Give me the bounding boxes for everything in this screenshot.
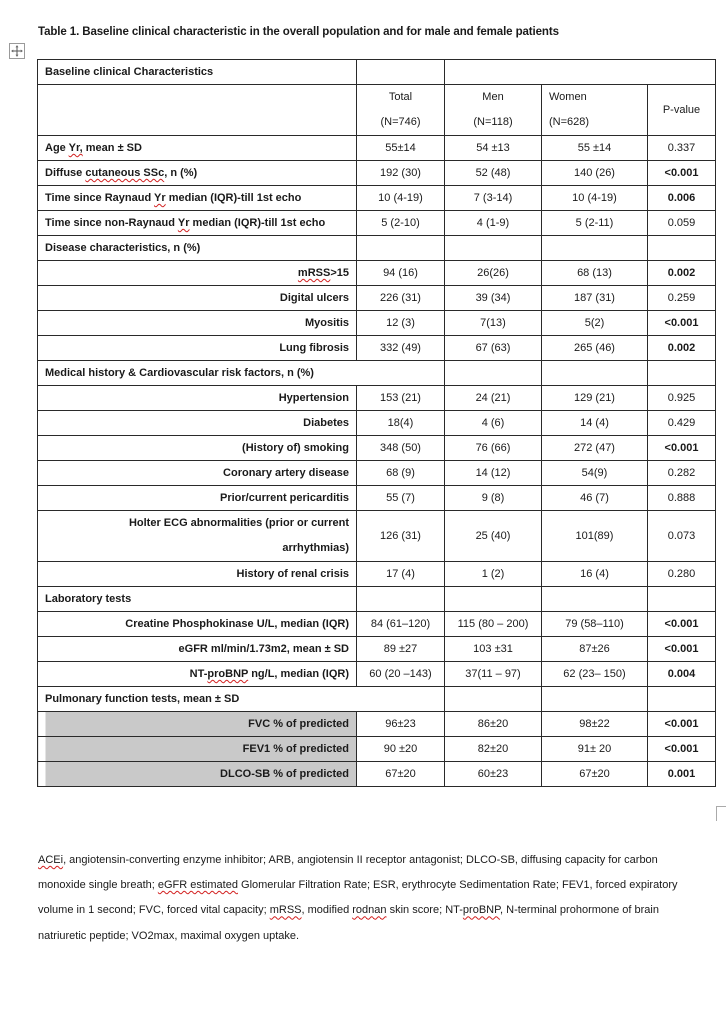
cell-pvalue: 0.001 [648,762,716,787]
cell-total: 12 (3) [357,311,445,336]
cell-pvalue: 0.004 [648,662,716,687]
cell-pvalue: 0.282 [648,461,716,486]
cell-men: 26(26) [445,261,542,286]
cell-total: 192 (30) [357,161,445,186]
header-men-n: (N=118) [473,116,513,128]
spellcheck-flag[interactable]: cutaneous SSc [85,167,165,179]
cell-women: 14 (4) [542,411,648,436]
empty-cell [542,236,648,261]
cell-women: 140 (26) [542,161,648,186]
cell-pvalue: 0.002 [648,336,716,361]
cell-men: 25 (40) [445,511,542,562]
cell-pvalue: 0.337 [648,136,716,161]
cell-total: 10 (4-19) [357,186,445,211]
cell-men: 37(11 – 97) [445,662,542,687]
row-label: Age Yr, mean ± SD [38,136,357,161]
cell-total: 67±20 [357,762,445,787]
cell-total: 89 ±27 [357,637,445,662]
table-row-myositis [38,311,716,336]
header-women [542,85,648,136]
table-move-handle[interactable] [9,43,25,59]
cell-women: 129 (21) [542,386,648,411]
cell-men: 60±23 [445,762,542,787]
table-row-diffuse-ssc [38,161,716,186]
cell-men: 4 (6) [445,411,542,436]
cell-pvalue: 0.002 [648,261,716,286]
row-label: Coronary artery disease [38,461,357,486]
cell-total: 94 (16) [357,261,445,286]
section-label: Pulmonary function tests, mean ± SD [38,687,445,712]
cell-pvalue: <0.001 [648,311,716,336]
header-total-label: Total [388,91,413,103]
header-pvalue-label: P-value [662,103,701,116]
row-label: mRSS>15 [38,261,357,286]
empty-cell [648,687,716,712]
table-row-non-raynaud [38,211,716,236]
empty-cell [357,60,445,85]
cell-women: 10 (4-19) [542,186,648,211]
table-row-nt-probnp [38,662,716,687]
header-total [357,85,445,136]
table-resize-handle[interactable] [716,806,726,821]
cell-pvalue: <0.001 [648,737,716,762]
empty-cell [542,587,648,612]
table-row-mrss [38,261,716,286]
baseline-characteristics-table [37,59,716,787]
cell-pvalue: 0.006 [648,186,716,211]
abbreviations-footnote: ACEi, angiotensin-converting enzyme inhibitor; ARB, angiotensin II receptor antagonist; DLCO-SB, diffusing capacity for carbon monoxide single breath; eGFR estimated Glomerular Filtration Rate; ESR, erythrocyte Sedimentation Rate; FEV1, forced expiratory volume in 1 second; FVC, forced vital capacity; mRSS, modified rodnan skin score; NT-proBNP, N-terminal prohormone of brain natriuretic peptide; VO2max, maximal oxygen uptake. [38,854,678,942]
empty-cell [445,361,542,386]
cell-pvalue: <0.001 [648,637,716,662]
empty-cell [542,361,648,386]
cell-men: 4 (1-9) [445,211,542,236]
row-label: Creatine Phosphokinase U/L, median (IQR) [38,612,357,637]
cell-total: 332 (49) [357,336,445,361]
table-row-lung-fibrosis [38,336,716,361]
spellcheck-flag[interactable]: ACEi [38,854,64,866]
cell-pvalue: 0.280 [648,562,716,587]
cell-pvalue: 0.259 [648,286,716,311]
move-arrows-icon [11,45,23,57]
cell-men: 103 ±31 [445,637,542,662]
cell-pvalue: 0.925 [648,386,716,411]
spellcheck-flag[interactable]: mRSS [297,267,331,279]
section-label: Disease characteristics, n (%) [38,236,357,261]
table-row-age [38,136,716,161]
cell-total: 17 (4) [357,562,445,587]
row-label: Diabetes [38,411,357,436]
header-pvalue [648,85,716,136]
spellcheck-flag[interactable]: eGFR estimated [157,879,238,892]
cell-women: 62 (23– 150) [542,662,648,687]
empty-cell [38,85,357,136]
header-men [445,85,542,136]
cell-total: 18(4) [357,411,445,436]
cell-men: 67 (63) [445,336,542,361]
cell-total: 126 (31) [357,511,445,562]
spellcheck-flag[interactable]: mRSS [269,904,302,917]
cell-men: 7(13) [445,311,542,336]
table-row-egfr [38,637,716,662]
cell-men: 115 (80 – 200) [445,612,542,637]
table-row-fvc [38,712,716,737]
cell-total: 55±14 [357,136,445,161]
cell-pvalue: 0.059 [648,211,716,236]
cell-pvalue: 0.429 [648,411,716,436]
cell-women: 5 (2-11) [542,211,648,236]
row-label: Myositis [38,311,357,336]
section-header-laboratory [38,587,716,612]
empty-cell [542,687,648,712]
cell-total: 348 (50) [357,436,445,461]
cell-total: 226 (31) [357,286,445,311]
section-label: Medical history & Cardiovascular risk factors, n (%) [38,361,445,386]
column-header-row [38,85,716,136]
section-header-pulmonary [38,687,716,712]
cell-total: 153 (21) [357,386,445,411]
cell-men: 54 ±13 [445,136,542,161]
cell-women: 67±20 [542,762,648,787]
header-men-label: Men [482,91,504,103]
cell-women: 265 (46) [542,336,648,361]
table-caption: Table 1. Baseline clinical characteristic in the overall population and for male and female patients [38,26,559,38]
table-row-hypertension [38,386,716,411]
row-label: Diffuse cutaneous SSc, n (%) [38,161,357,186]
spellcheck-flag[interactable]: Yr, [68,142,83,154]
table-row-fev1 [38,737,716,762]
row-label: NT-proBNP ng/L, median (IQR) [38,662,357,687]
table-row-dlco-sb [38,762,716,787]
table-row-renal-crisis [38,562,716,587]
table-row-raynaud [38,186,716,211]
row-label: FEV1 % of predicted [38,737,357,762]
cell-women: 272 (47) [542,436,648,461]
cell-pvalue: <0.001 [648,161,716,186]
row-label: Time since Raynaud Yr median (IQR)-till 1st echo [38,186,357,211]
spellcheck-flag[interactable]: rodnan [352,904,387,917]
cell-women: 91± 20 [542,737,648,762]
cell-pvalue: <0.001 [648,612,716,637]
cell-women: 98±22 [542,712,648,737]
cell-men: 1 (2) [445,562,542,587]
table-row-holter-ecg [38,511,716,562]
cell-women: 16 (4) [542,562,648,587]
row-label: Time since non-Raynaud Yr median (IQR)-till 1st echo [38,211,357,236]
empty-cell [357,587,445,612]
empty-cell [445,587,542,612]
empty-cell [445,60,716,85]
cell-women: 55 ±14 [542,136,648,161]
cell-men: 86±20 [445,712,542,737]
cell-pvalue: <0.001 [648,436,716,461]
cell-total: 90 ±20 [357,737,445,762]
row-label: eGFR ml/min/1.73m2, mean ± SD [38,637,357,662]
empty-cell [648,236,716,261]
spellcheck-flag[interactable]: Yr [177,217,190,229]
empty-cell [445,236,542,261]
row-label: Digital ulcers [38,286,357,311]
cell-men: 9 (8) [445,486,542,511]
spellcheck-flag[interactable]: proBNP [462,904,501,917]
header-total-n: (N=746) [380,116,421,128]
table-row-digital-ulcers [38,286,716,311]
row-label: FVC % of predicted [38,712,357,737]
cell-men: 7 (3-14) [445,186,542,211]
cell-total: 5 (2-10) [357,211,445,236]
table-top-row [38,60,716,85]
cell-women: 68 (13) [542,261,648,286]
row-label: History of renal crisis [38,562,357,587]
empty-cell [357,236,445,261]
cell-pvalue: <0.001 [648,712,716,737]
cell-total: 84 (61–120) [357,612,445,637]
table-row-coronary-artery-disease [38,461,716,486]
cell-total: 96±23 [357,712,445,737]
cell-total: 60 (20 –143) [357,662,445,687]
cell-women: 87±26 [542,637,648,662]
table-row-pericarditis [38,486,716,511]
cell-men: 52 (48) [445,161,542,186]
empty-cell [648,587,716,612]
cell-women: 5(2) [542,311,648,336]
cell-pvalue: 0.888 [648,486,716,511]
top-label-cell: Baseline clinical Characteristics [38,60,357,85]
table-row-smoking [38,436,716,461]
row-label: Hypertension [38,386,357,411]
cell-total: 55 (7) [357,486,445,511]
section-header-medical-history [38,361,716,386]
spellcheck-flag[interactable]: Yr [154,192,166,204]
cell-total: 68 (9) [357,461,445,486]
cell-women: 54(9) [542,461,648,486]
cell-women: 79 (58–110) [542,612,648,637]
section-label: Laboratory tests [38,587,357,612]
table-row-cpk [38,612,716,637]
row-label: DLCO-SB % of predicted [38,762,357,787]
empty-cell [648,361,716,386]
row-label: Holter ECG abnormalities (prior or current arrhythmias) [38,511,357,562]
cell-men: 82±20 [445,737,542,762]
row-label: Prior/current pericarditis [38,486,357,511]
cell-men: 24 (21) [445,386,542,411]
header-women-n: (N=628) [549,116,590,128]
row-label: Lung fibrosis [38,336,357,361]
table-row-diabetes [38,411,716,436]
cell-women: 101(89) [542,511,648,562]
cell-men: 76 (66) [445,436,542,461]
cell-women: 187 (31) [542,286,648,311]
row-label: (History of) smoking [38,436,357,461]
spellcheck-flag[interactable]: proBNP [207,668,249,680]
section-header-disease [38,236,716,261]
cell-women: 46 (7) [542,486,648,511]
cell-men: 39 (34) [445,286,542,311]
empty-cell [445,687,542,712]
header-women-label: Women [549,91,587,103]
cell-men: 14 (12) [445,461,542,486]
cell-pvalue: 0.073 [648,511,716,562]
